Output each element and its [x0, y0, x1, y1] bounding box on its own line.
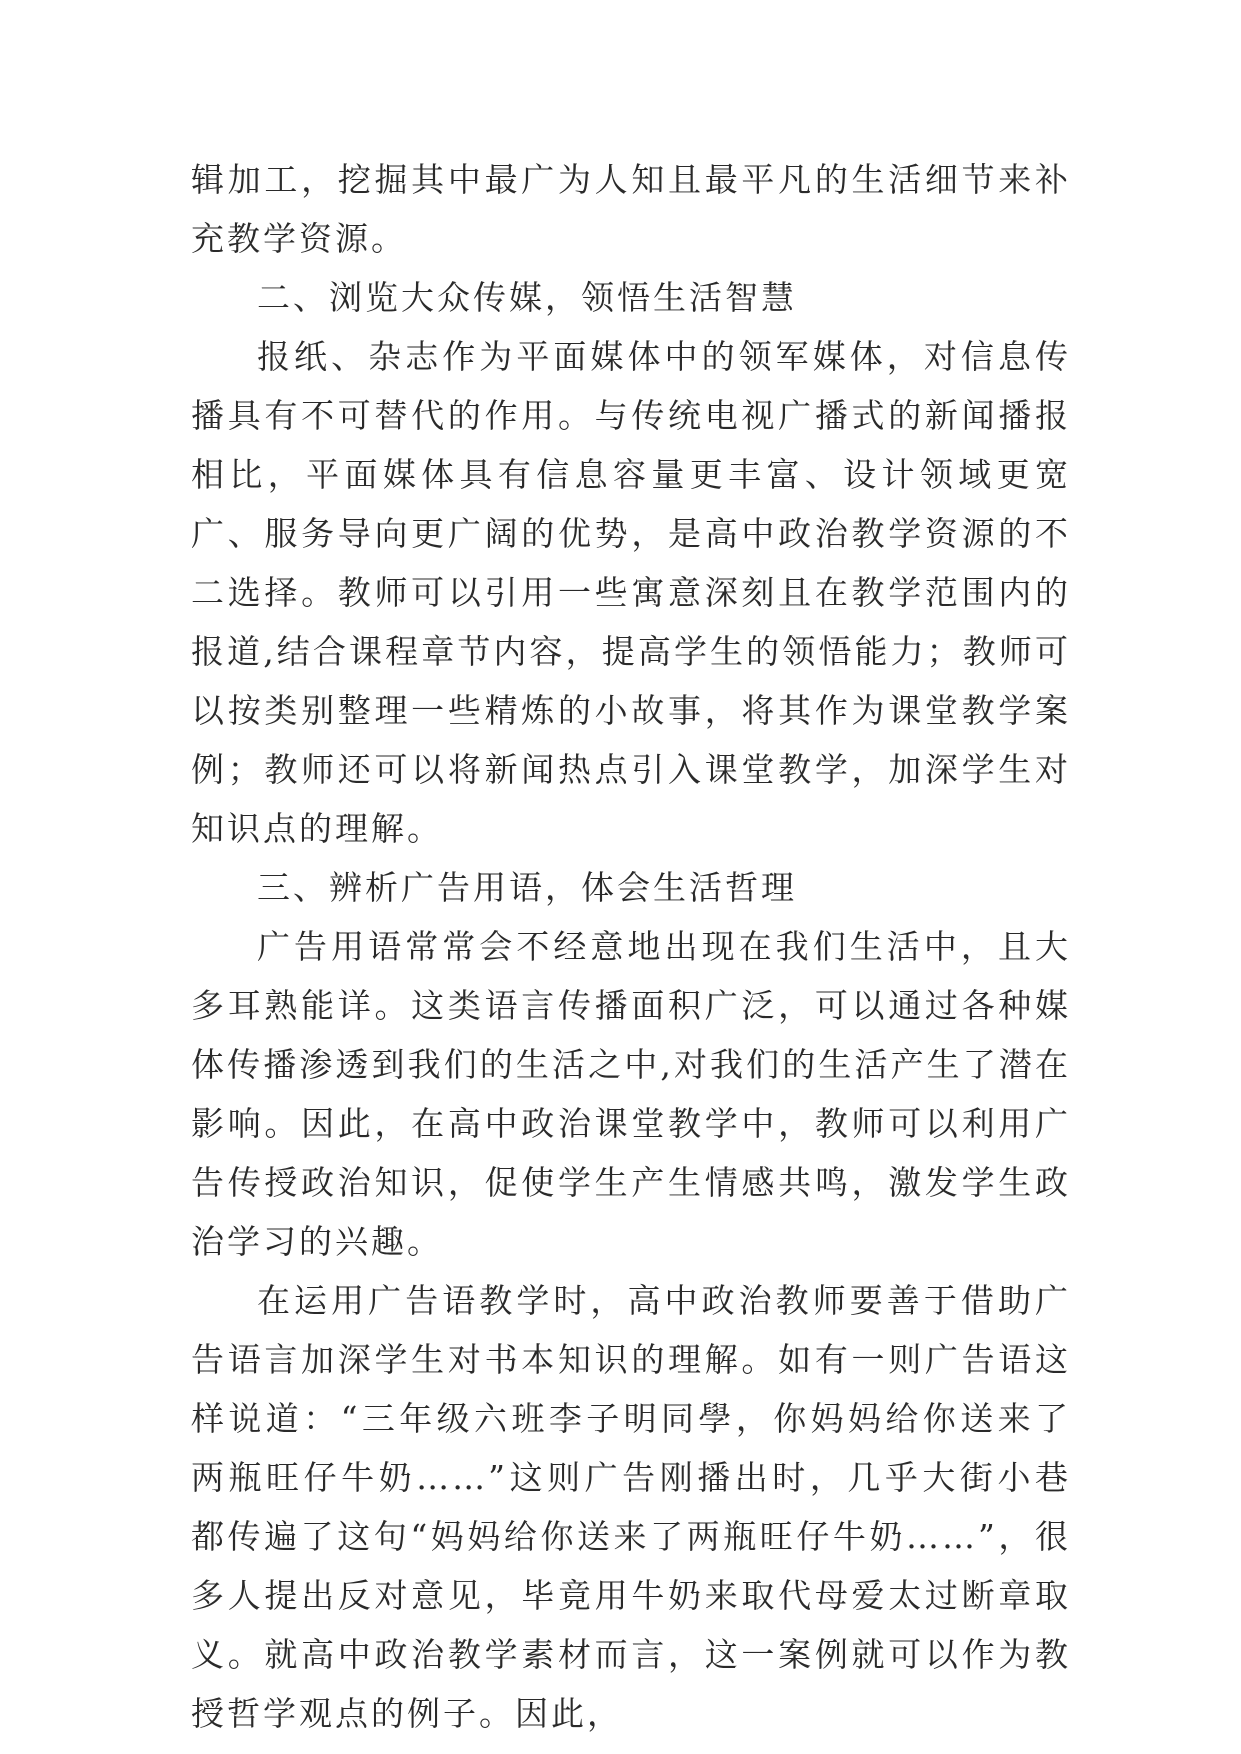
- paragraph-print-media: 报纸、杂志作为平面媒体中的领军媒体，对信息传播具有不可替代的作用。与传统电视广播式的新闻播报相比，平面媒体具有信息容量更丰富、设计领域更宽广、服务导向更广阔的优势，是高中政治教学资源的不二选择。教师可以引用一些寓意深刻且在教学范围内的报道,结合课程章节内容，提高学生的领悟能力；教师可以按类别整理一些精炼的小故事，将其作为课堂教学案例；教师还可以将新闻热点引入课堂教学，加深学生对知识点的理解。: [191, 337, 1071, 848]
- paragraph-continuation: 辑加工，挖掘其中最广为人知且最平凡的生活细节来补充教学资源。: [191, 160, 1071, 258]
- paragraph-ad-example: 在运用广告语教学时，高中政治教师要善于借助广告语言加深学生对书本知识的理解。如有一则广告语这样说道：“三年级六班李子明同學，你妈妈给你送来了两瓶旺仔牛奶……”这则广告刚播出时，几乎大街小巷都传遍了这句“妈妈给你送来了两瓶旺仔牛奶……”，很多人提出反对意见，毕竟用牛奶来取代母爱太过断章取义。就高中政治教学素材而言，这一案例就可以作为教授哲学观点的例子。因此，: [191, 1281, 1071, 1733]
- document-body: [191, 150, 1071, 1743]
- section-heading-2: 二、浏览大众传媒，领悟生活智慧: [257, 278, 797, 317]
- section-heading-3: 三、辨析广告用语，体会生活哲理: [257, 868, 797, 907]
- paragraph-advertising: 广告用语常常会不经意地出现在我们生活中，且大多耳熟能详。这类语言传播面积广泛，可以通过各种媒体传播渗透到我们的生活之中,对我们的生活产生了潜在影响。因此，在高中政治课堂教学中，教师可以利用广告传授政治知识，促使学生产生情感共鸣，激发学生政治学习的兴趣。: [191, 927, 1071, 1261]
